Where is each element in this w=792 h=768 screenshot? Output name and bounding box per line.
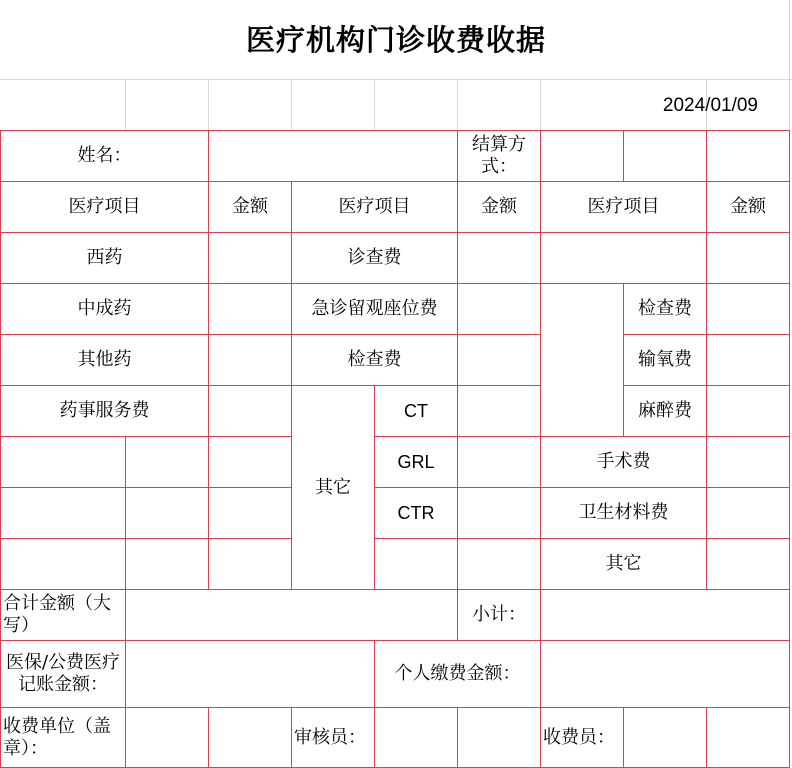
header-item-1: 医疗项目 <box>1 182 209 233</box>
settlement-method-label: 结算方式： <box>458 131 541 182</box>
total-in-words-label: 合计金额（大写） <box>1 590 126 641</box>
amount-cell[interactable] <box>707 233 790 284</box>
empty-cell[interactable] <box>624 708 707 768</box>
amount-cell[interactable] <box>458 488 541 539</box>
row-payments <box>1 641 790 708</box>
gridline <box>125 79 126 130</box>
empty-cell[interactable] <box>707 708 790 768</box>
insurance-amount-label: 医保/公费医疗记账金额： <box>1 641 126 708</box>
other-label: 其它 <box>292 386 375 590</box>
receipt-date: 2024/01/09 <box>662 95 758 116</box>
insurance-amount-value[interactable] <box>126 641 375 708</box>
empty-cell[interactable] <box>126 708 209 768</box>
gridline <box>291 79 292 130</box>
merged-empty-cell[interactable] <box>541 284 624 437</box>
header-item-3: 医疗项目 <box>541 182 707 233</box>
gridline <box>457 79 458 130</box>
name-value-cell[interactable] <box>209 131 458 182</box>
amount-cell[interactable] <box>458 539 541 590</box>
amount-cell[interactable] <box>707 488 790 539</box>
receipt-table <box>0 130 790 768</box>
row-ctr <box>1 488 790 539</box>
row-patient-info <box>1 131 790 182</box>
empty-cell[interactable] <box>375 708 458 768</box>
sanitary-material-fee-label: 卫生材料费 <box>541 488 707 539</box>
amount-cell[interactable] <box>209 335 292 386</box>
gridline <box>0 79 792 80</box>
personal-payment-value[interactable] <box>541 641 790 708</box>
reviewer-label: 审核员： <box>292 708 375 768</box>
other-fee-label: 其它 <box>541 539 707 590</box>
consultation-fee-label: 诊查费 <box>292 233 458 284</box>
amount-cell[interactable] <box>458 437 541 488</box>
empty-cell[interactable] <box>126 539 209 590</box>
empty-cell[interactable] <box>375 539 458 590</box>
row-signatures <box>1 708 790 768</box>
row-chinese-patent-medicine <box>1 284 790 335</box>
total-in-words-value[interactable] <box>126 590 458 641</box>
amount-cell[interactable] <box>707 539 790 590</box>
empty-cell[interactable] <box>1 488 126 539</box>
row-total <box>1 590 790 641</box>
exam-fee-label: 检查费 <box>292 335 458 386</box>
exam-fee-label-right: 检查费 <box>624 284 707 335</box>
settlement-value-cell[interactable] <box>541 131 624 182</box>
empty-cell[interactable] <box>209 488 292 539</box>
row-pharmacy-service <box>1 386 790 437</box>
emergency-observation-fee-label: 急诊留观座位费 <box>292 284 458 335</box>
amount-cell[interactable] <box>707 437 790 488</box>
amount-cell[interactable] <box>707 284 790 335</box>
empty-cell[interactable] <box>209 437 292 488</box>
header-amount-3: 金额 <box>707 182 790 233</box>
amount-cell[interactable] <box>458 386 541 437</box>
empty-cell[interactable] <box>1 539 126 590</box>
header-amount-1: 金额 <box>209 182 292 233</box>
empty-cell[interactable] <box>541 233 707 284</box>
header-item-2: 医疗项目 <box>292 182 458 233</box>
empty-cell[interactable] <box>209 539 292 590</box>
amount-cell[interactable] <box>209 386 292 437</box>
empty-cell[interactable] <box>126 488 209 539</box>
gridline <box>208 79 209 130</box>
settlement-value-cell[interactable] <box>707 131 790 182</box>
issuing-unit-label: 收费单位（盖章）： <box>1 708 126 768</box>
name-label: 姓名： <box>1 131 209 182</box>
anesthesia-fee-label: 麻醉费 <box>624 386 707 437</box>
empty-cell[interactable] <box>458 708 541 768</box>
row-other-medicine <box>1 335 790 386</box>
row-grl <box>1 437 790 488</box>
amount-cell[interactable] <box>458 284 541 335</box>
grl-label: GRL <box>375 437 458 488</box>
amount-cell[interactable] <box>209 284 292 335</box>
western-medicine-label: 西药 <box>1 233 209 284</box>
gridline <box>374 79 375 130</box>
header-amount-2: 金额 <box>458 182 541 233</box>
chinese-patent-medicine-label: 中成药 <box>1 284 209 335</box>
subtotal-value[interactable] <box>541 590 790 641</box>
amount-cell[interactable] <box>458 335 541 386</box>
surgery-fee-label: 手术费 <box>541 437 707 488</box>
row-other <box>1 539 790 590</box>
row-western-medicine <box>1 233 790 284</box>
ctr-label: CTR <box>375 488 458 539</box>
other-medicine-label: 其他药 <box>1 335 209 386</box>
receipt-title: 医疗机构门诊收费收据 <box>245 23 546 57</box>
empty-cell[interactable] <box>209 708 292 768</box>
empty-cell[interactable] <box>1 437 126 488</box>
personal-payment-label: 个人缴费金额： <box>375 641 541 708</box>
gridline <box>540 79 541 130</box>
amount-cell[interactable] <box>209 233 292 284</box>
amount-cell[interactable] <box>707 386 790 437</box>
pharmacy-service-fee-label: 药事服务费 <box>1 386 209 437</box>
oxygen-fee-label: 输氧费 <box>624 335 707 386</box>
settlement-value-cell[interactable] <box>624 131 707 182</box>
cashier-label: 收费员： <box>541 708 624 768</box>
ct-label: CT <box>375 386 458 437</box>
empty-cell[interactable] <box>126 437 209 488</box>
amount-cell[interactable] <box>458 233 541 284</box>
subtotal-label: 小计： <box>458 590 541 641</box>
amount-cell[interactable] <box>707 335 790 386</box>
row-column-headers <box>1 182 790 233</box>
